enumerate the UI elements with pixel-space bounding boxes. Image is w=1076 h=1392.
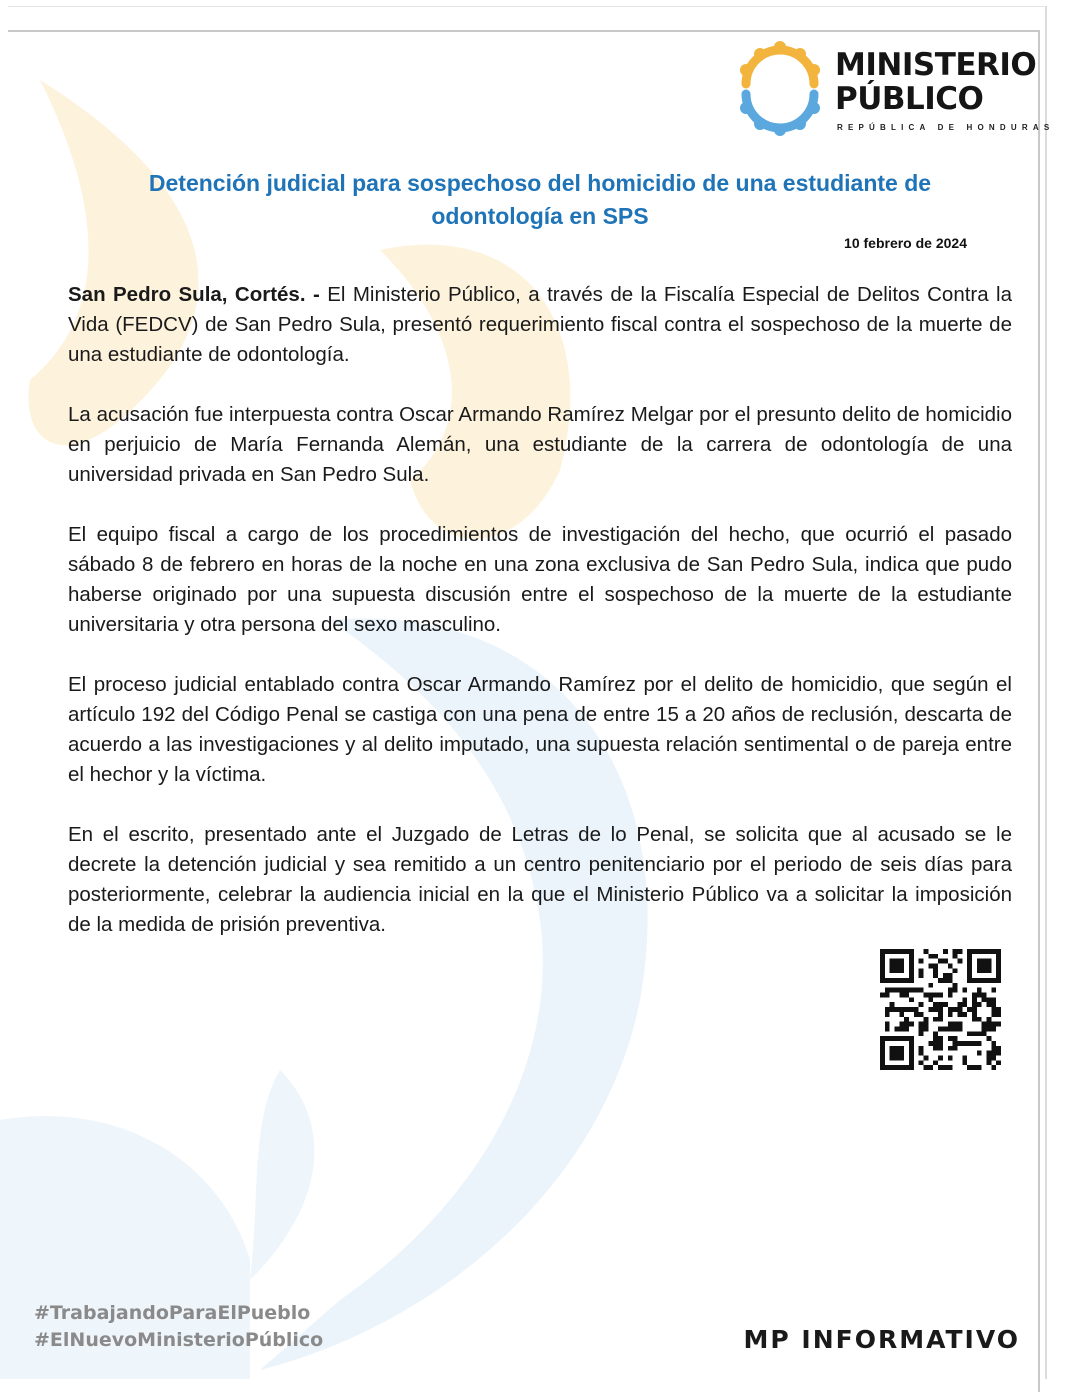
paragraph-2: La acusación fue interpuesta contra Oscar Armando Ramírez Melgar por el presunto delito de homicidio en perjuicio de María Fernanda Alemán, una estudiante de la carrera de odontología de una universidad privada en San Pedro Sula. [68, 403, 1012, 486]
paragraph-1-text: El Ministerio Público, a través de la Fiscalía Especial de Delitos Contra la Vida (FEDCV) de San Pedro Sula, presentó requerimiento fiscal contra el sospechoso de la muerte de una estudiante de odontología. [68, 283, 1013, 366]
mp-informativo-brand: MP INFORMATIVO [743, 1325, 1020, 1354]
logo-line-1: MINISTERIO [835, 47, 1037, 83]
people-circle-logo-icon [732, 40, 828, 136]
hashtag-nuevo-ministerio[interactable]: #ElNuevoMinisterioPúblico [34, 1329, 324, 1351]
release-date: 10 febrero de 2024 [844, 235, 967, 251]
paragraph-5: En el escrito, presentado ante el Juzgado de Letras de lo Penal, se solicita que al acusado se le decrete la detención judicial y sea remitido a un centro penitenciario por el periodo de seis días para posteriormente, celebrar la audiencia inicial en la que el Ministerio Público va a solicitar la imposición de la medida de prisión preventiva. [68, 823, 1012, 936]
dateline: San Pedro Sula, Cortés. - [68, 283, 320, 306]
hashtag-trabajando[interactable]: #TrabajandoParaElPueblo [34, 1302, 311, 1324]
logo-line-2: PÚBLICO [835, 81, 984, 117]
paragraph-1 [68, 280, 1012, 370]
article-body [68, 280, 1012, 970]
logo-subtitle: REPÚBLICA DE HONDURAS [837, 123, 1055, 132]
paragraph-3: El equipo fiscal a cargo de los procedimientos de investigación del hecho, que ocurrió el pasado sábado 8 de febrero en horas de la noche en una zona exclusiva de San Pedro Sula, indica que pudo haberse originado por una supuesta discusión entre el sospechoso de la muerte de la estudiante universitaria y otra persona del sexo masculino. [68, 523, 1012, 636]
press-release-headline: Detención judicial para sospechoso del homicidio de una estudiante de odontología en SPS [148, 170, 932, 229]
ministerio-publico-logo [732, 40, 1055, 136]
hashtags [34, 1300, 323, 1354]
qr-code-icon[interactable] [880, 949, 1001, 1070]
logo-title [835, 48, 1036, 116]
paragraph-4: El proceso judicial entablado contra Oscar Armando Ramírez por el delito de homicidio, que según el artículo 192 del Código Penal se castiga con una pena de entre 15 a 20 años de reclusión, descarta de acuerdo a las investigaciones y al delito imputado, una supuesta relación sentimental o de pareja entre el hechor y la víctima. [68, 673, 1012, 786]
